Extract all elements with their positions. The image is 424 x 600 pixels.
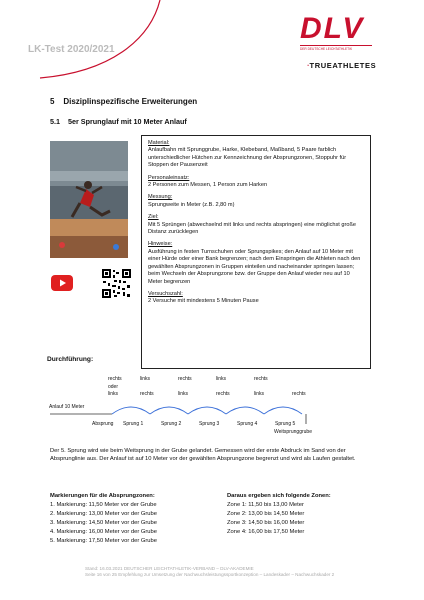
dlv-logo (300, 14, 372, 51)
run-up-label: Anlauf 10 Meter (49, 404, 85, 410)
section-title: Disziplinspezifische Erweiterungen (63, 97, 198, 106)
material-text: Anlaufbahn mit Sprunggrube, Harke, Klebeband, Maßband, 5 Paare farblich unterschiedlicher Hütchen zur Kennzeichnung der Absprungzonen, Stoppuhr für Stoppen der Pausenzeit (148, 147, 347, 169)
staff-text: 2 Personen zum Messen, 1 Person zum Harken (148, 182, 268, 189)
dlv-logo-text: DLV (300, 12, 365, 45)
diagram-label-top-3: rechts (178, 376, 192, 382)
discipline-info-box (141, 135, 371, 369)
marking-item: 1. Markierung: 11,50 Meter vor der Grube (50, 502, 157, 508)
jump-label-1: Sprung 1 (123, 421, 144, 427)
logo-subline: DER DEUTSCHE LEICHTATHLETIK (300, 47, 353, 51)
diagram-label-top-4: links (216, 376, 227, 382)
tagline (307, 61, 376, 70)
goal-label: Ziel: (148, 214, 159, 221)
trueathletes-mark-icon: ᐧ (307, 61, 310, 70)
marking-item: 4. Markierung: 16,00 Meter vor der Grube (50, 529, 157, 535)
markings-column (50, 492, 220, 546)
diagram-label-small-1: rechts (140, 391, 154, 397)
diagram-label-oder: oder (108, 384, 119, 390)
material-label: Material: (148, 140, 170, 146)
measurement-text: Sprungweite in Meter (z.B. 2,80 m) (148, 201, 235, 208)
footer-line-1: Stand: 16.03.2021 DEUTSCHER LEICHTATHLETIK-VERBAND – DLV-AKADEMIE (85, 566, 254, 571)
attempts-label: Versuchszahl: (148, 290, 183, 297)
diagram-label-top-1: rechts (108, 376, 122, 382)
subsection-number: 5.1 (50, 117, 60, 126)
diagram-label-oder-links: links (108, 391, 119, 397)
subsection-title: 5er Sprunglauf mit 10 Meter Anlauf (68, 117, 187, 126)
long-jump-pit-label: Weitsprunggrube (274, 429, 312, 435)
header-swoosh (40, 0, 160, 78)
procedure-label: Durchführung: (47, 356, 94, 363)
zones-column (227, 492, 397, 537)
logo-underline (300, 45, 372, 46)
tagline-text: TRUEATHLETES (309, 61, 377, 70)
footer-line-2: Seite 16 von 25 Empfehlung zur Umsetzung der Nachwuchsleistungssportkonzeption – Landeskader – Nachwuchskader 2 (85, 572, 335, 577)
zones-heading: Daraus ergeben sich folgende Zonen: (227, 493, 331, 499)
zone-item: Zone 3: 14,50 bis 16,00 Meter (227, 520, 305, 526)
jump-label-4: Sprung 4 (237, 421, 258, 427)
jump-label-2: Sprung 2 (161, 421, 182, 427)
goal-text: Mit 5 Sprüngen (abwechselnd mit links und rechts abspringen) eine möglichst große Distanz zurücklegen (148, 221, 357, 236)
diagram-label-small-2: links (178, 391, 189, 397)
attempts-text: 2 Versuche mit mindestens 5 Minuten Pause (148, 298, 259, 305)
photo-illustration (50, 141, 128, 258)
diagram-label-top-2: links (140, 376, 151, 382)
diagram-label-top-5: rechts (254, 376, 268, 382)
page-footer (85, 566, 334, 578)
jump-label-5: Sprung 5 (275, 421, 296, 427)
diagram-label-small-3: rechts (216, 391, 230, 397)
jump-label-absprung: Absprung (92, 421, 114, 427)
qr-code-icon[interactable] (101, 268, 132, 299)
jump-label-3: Sprung 3 (199, 421, 220, 427)
marking-item: 5. Markierung: 17,50 Meter vor der Grube (50, 538, 157, 544)
section-heading (50, 97, 197, 106)
zone-item: Zone 2: 13,00 bis 14,50 Meter (227, 511, 305, 517)
youtube-play-icon[interactable] (51, 275, 73, 291)
diagram-label-small-5: rechts (292, 391, 306, 397)
notes-label: Hinweise: (148, 241, 173, 248)
procedure-description: Der 5. Sprung wird wie beim Weitsprung in der Grube gelandet. Gemessen wird der erste Abdruck im Sand von der Absprunglinie aus. Der Anlauf ist auf 10 Meter vor der gewählten Absprungzone begrenzt und wird als Laufen gestaltet. (50, 448, 356, 462)
section-number: 5 (50, 97, 55, 106)
diagram-label-small-4: links (254, 391, 265, 397)
zone-item: Zone 1: 11,50 bis 13,00 Meter (227, 502, 304, 508)
jump-diagram (40, 372, 340, 442)
measurement-label: Messung: (148, 194, 173, 201)
notes-text: Ausführung in festen Turnschuhen oder Sprungspikes; den Anlauf auf 10 Meter mit einer Hürde oder einer Bank begrenzen; nach dem Einspringen die Athleten nach den gewählten Absprungzonen in Gruppen einteilen und nacheinander springen lassen; beim Wechseln der Absprungzone bzw. der Gruppe den Anlauf wieder neu auf 10 Meter begrenzen (148, 248, 361, 285)
athlete-photo (50, 141, 128, 258)
document-header-title: LK-Test 2020/2021 (28, 44, 115, 55)
staff-label: Personaleinsatz: (148, 174, 190, 181)
marking-item: 2. Markierung: 13,00 Meter vor der Grube (50, 511, 157, 517)
markings-heading: Markierungen für die Absprungzonen: (50, 493, 155, 499)
zone-item: Zone 4: 16,00 bis 17,50 Meter (227, 529, 305, 535)
subsection-heading (50, 117, 187, 126)
marking-item: 3. Markierung: 14,50 Meter vor der Grube (50, 520, 157, 526)
